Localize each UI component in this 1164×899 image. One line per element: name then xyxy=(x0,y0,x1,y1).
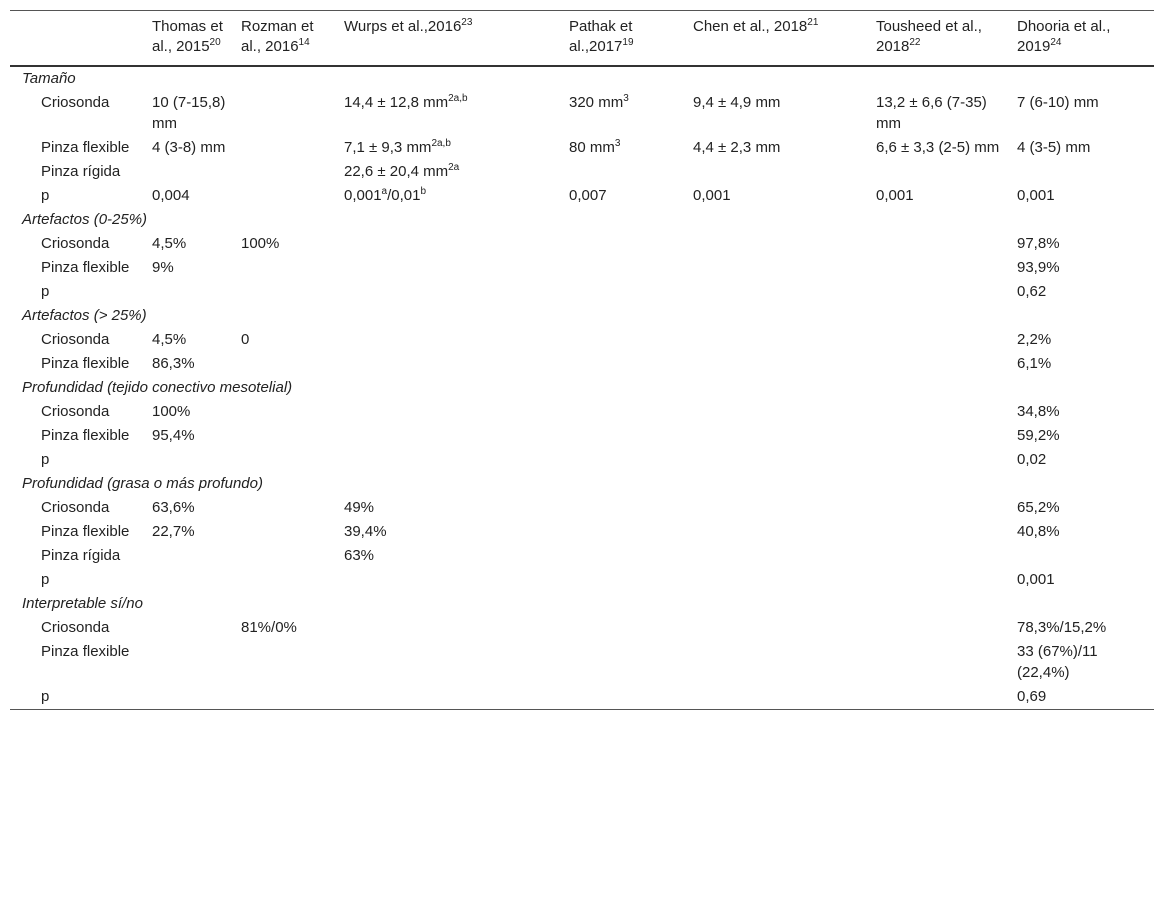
table-row xyxy=(10,496,1154,520)
cell xyxy=(565,496,689,520)
header-tousheed: Tousheed et al., 2018$^{22}$ xyxy=(876,18,982,55)
group-row-artefactos-0-25 xyxy=(10,208,1154,232)
row-label: p xyxy=(41,187,50,204)
cell: 93,9% xyxy=(1017,259,1060,276)
cell xyxy=(237,544,340,568)
cell xyxy=(565,544,689,568)
cell xyxy=(237,496,340,520)
group-title: Profundidad (grasa o más profundo) xyxy=(22,475,263,492)
cell xyxy=(689,232,872,256)
group-title: Artefactos (> 25%) xyxy=(22,307,147,324)
cell xyxy=(872,544,1013,568)
cell: 86,3% xyxy=(152,355,195,372)
cell: 0,001 xyxy=(1017,571,1055,588)
cell: 10 (7-15,8) mm xyxy=(152,94,226,132)
cell: 6,6 ± 3,3 (2-5) mm xyxy=(876,139,1000,156)
cell: 6,1% xyxy=(1017,355,1052,372)
cell xyxy=(689,568,872,592)
cell xyxy=(237,400,340,424)
cell xyxy=(565,520,689,544)
table-row xyxy=(10,424,1154,448)
cell xyxy=(689,685,872,710)
cell xyxy=(237,520,340,544)
table-row xyxy=(10,256,1154,280)
cell xyxy=(148,544,237,568)
cell xyxy=(689,424,872,448)
table-row xyxy=(10,91,1154,136)
cell xyxy=(872,448,1013,472)
cell xyxy=(872,160,1013,184)
cell xyxy=(340,448,565,472)
cell xyxy=(872,685,1013,710)
row-label: Pinza flexible xyxy=(41,427,130,444)
cell xyxy=(565,685,689,710)
cell: 0,62 xyxy=(1017,283,1047,300)
cell: 13,2 ± 6,6 (7-35) mm xyxy=(876,94,987,132)
cell xyxy=(340,616,565,640)
cell xyxy=(565,160,689,184)
row-label: Criosonda xyxy=(41,331,110,348)
table-row xyxy=(10,232,1154,256)
cell xyxy=(872,496,1013,520)
cell xyxy=(872,640,1013,685)
row-label: Criosonda xyxy=(41,499,110,516)
cell xyxy=(340,640,565,685)
row-label: Pinza rígida xyxy=(41,163,121,180)
header-thomas: Thomas et al., 2015$^{20}$ xyxy=(152,18,223,55)
group-title: Tamaño xyxy=(22,70,76,87)
table-header xyxy=(10,11,1154,67)
cell: 40,8% xyxy=(1017,523,1060,540)
cell xyxy=(148,448,237,472)
cell xyxy=(148,160,237,184)
header-row xyxy=(10,11,1154,67)
row-label: p xyxy=(41,571,50,588)
cell xyxy=(689,616,872,640)
cell xyxy=(565,616,689,640)
table-row xyxy=(10,352,1154,376)
cell: 81%/0% xyxy=(241,619,297,636)
table-row xyxy=(10,544,1154,568)
cell xyxy=(565,568,689,592)
cell xyxy=(340,424,565,448)
cell xyxy=(565,280,689,304)
table-row xyxy=(10,280,1154,304)
cell: 0,001 xyxy=(876,187,914,204)
group-row-tamano xyxy=(10,66,1154,91)
cell xyxy=(237,685,340,710)
cell xyxy=(237,256,340,280)
cell: 39,4% xyxy=(344,523,387,540)
cell xyxy=(237,568,340,592)
cell: 0,001 xyxy=(1017,187,1055,204)
cell xyxy=(689,352,872,376)
row-label: Pinza flexible xyxy=(41,259,130,276)
cell: 22,6 ± 20,4 $mm^{2a}$ xyxy=(344,162,460,180)
cell xyxy=(1013,544,1154,568)
cell xyxy=(340,400,565,424)
cell xyxy=(689,280,872,304)
table-row xyxy=(10,400,1154,424)
group-row-profundidad-tejido xyxy=(10,376,1154,400)
cell xyxy=(872,424,1013,448)
cell xyxy=(237,640,340,685)
row-label: Pinza flexible xyxy=(41,643,130,660)
table-row xyxy=(10,160,1154,184)
table-row xyxy=(10,685,1154,710)
row-label: Criosonda xyxy=(41,235,110,252)
cell xyxy=(689,400,872,424)
cell: 65,2% xyxy=(1017,499,1060,516)
cell: 9,4 ± 4,9 mm xyxy=(693,94,781,111)
comparison-table-container xyxy=(10,10,1154,710)
cell xyxy=(340,256,565,280)
cell xyxy=(565,256,689,280)
group-row-profundidad-grasa xyxy=(10,472,1154,496)
header-rozman: Rozman et al., 2016$^{14}$ xyxy=(241,18,314,55)
row-label: Pinza flexible xyxy=(41,523,130,540)
cell xyxy=(148,280,237,304)
row-label: Pinza flexible xyxy=(41,139,130,156)
cell: 49% xyxy=(344,499,375,516)
row-label: p xyxy=(41,688,50,705)
table-row xyxy=(10,136,1154,160)
cell: 33 (67%)/11 (22,4%) xyxy=(1017,643,1098,681)
group-title: Interpretable sí/no xyxy=(22,595,143,612)
cell xyxy=(689,520,872,544)
cell: 9% xyxy=(152,259,174,276)
cell xyxy=(872,232,1013,256)
cell: 0,001$^a$/0,01$^b$ xyxy=(344,186,427,204)
cell: 4,4 ± 2,3 mm xyxy=(693,139,781,156)
cell: 2,2% xyxy=(1017,331,1052,348)
cell xyxy=(237,280,340,304)
cell xyxy=(148,640,237,685)
cell xyxy=(565,400,689,424)
cell: 80 $mm^3$ xyxy=(569,138,621,156)
cell xyxy=(689,160,872,184)
cell xyxy=(237,424,340,448)
cell xyxy=(1013,160,1154,184)
cell xyxy=(148,685,237,710)
cell xyxy=(872,328,1013,352)
cell xyxy=(148,568,237,592)
cell xyxy=(872,400,1013,424)
header-wurps: Wurps et al.,2016$^{23}$ xyxy=(344,17,473,35)
row-label: p xyxy=(41,283,50,300)
cell xyxy=(340,232,565,256)
cell xyxy=(872,568,1013,592)
cell: 78,3%/15,2% xyxy=(1017,619,1107,636)
table-row xyxy=(10,568,1154,592)
cell xyxy=(872,352,1013,376)
cell xyxy=(340,685,565,710)
cell xyxy=(689,496,872,520)
cell: 4 (3-5) mm xyxy=(1017,139,1091,156)
cell xyxy=(237,352,340,376)
cell xyxy=(565,640,689,685)
cell xyxy=(689,256,872,280)
cell xyxy=(237,91,340,136)
cell xyxy=(872,280,1013,304)
cell: 0,007 xyxy=(569,187,607,204)
header-dhooria: Dhooria et al., 2019$^{24}$ xyxy=(1017,18,1111,55)
row-label: Pinza flexible xyxy=(41,355,130,372)
cell xyxy=(237,184,340,208)
cell xyxy=(565,448,689,472)
cell xyxy=(689,448,872,472)
cell: 97,8% xyxy=(1017,235,1060,252)
group-title: Artefactos (0-25%) xyxy=(22,211,148,228)
cell: 4 (3-8) mm xyxy=(152,139,226,156)
header-empty-cell xyxy=(10,11,148,67)
row-label: p xyxy=(41,451,50,468)
table-row xyxy=(10,640,1154,685)
row-label: Pinza rígida xyxy=(41,547,121,564)
cell: 320 $mm^3$ xyxy=(569,93,629,111)
cell xyxy=(565,232,689,256)
cell: 7,1 ± 9,3 $mm^{2a,b}$ xyxy=(344,138,451,156)
row-label: Criosonda xyxy=(41,619,110,636)
cell: 0,69 xyxy=(1017,688,1047,705)
cell: 59,2% xyxy=(1017,427,1060,444)
table-row xyxy=(10,520,1154,544)
group-title: Profundidad (tejido conectivo mesotelial) xyxy=(22,379,293,396)
cell: 4,5% xyxy=(152,331,187,348)
comparison-table xyxy=(10,10,1154,710)
cell: 63% xyxy=(344,547,375,564)
table-body xyxy=(10,66,1154,710)
cell xyxy=(237,136,340,160)
table-row xyxy=(10,448,1154,472)
cell: 22,7% xyxy=(152,523,195,540)
cell: 100% xyxy=(152,403,191,420)
cell: 4,5% xyxy=(152,235,187,252)
cell xyxy=(340,568,565,592)
row-label: Criosonda xyxy=(41,94,110,111)
cell: 0 xyxy=(241,331,250,348)
cell xyxy=(237,448,340,472)
cell: 0,001 xyxy=(693,187,731,204)
group-row-interpretable xyxy=(10,592,1154,616)
cell: 7 (6-10) mm xyxy=(1017,94,1099,111)
cell xyxy=(340,328,565,352)
cell xyxy=(872,616,1013,640)
cell xyxy=(148,616,237,640)
cell: 95,4% xyxy=(152,427,195,444)
table-row xyxy=(10,328,1154,352)
row-label: Criosonda xyxy=(41,403,110,420)
cell xyxy=(689,640,872,685)
cell xyxy=(689,328,872,352)
cell xyxy=(565,352,689,376)
cell xyxy=(340,280,565,304)
cell xyxy=(689,544,872,568)
cell xyxy=(565,328,689,352)
header-pathak: Pathak et al.,2017$^{19}$ xyxy=(569,18,634,55)
cell xyxy=(237,160,340,184)
cell xyxy=(565,424,689,448)
cell: 0,004 xyxy=(152,187,190,204)
table-row xyxy=(10,184,1154,208)
cell xyxy=(340,352,565,376)
cell: 34,8% xyxy=(1017,403,1060,420)
cell xyxy=(872,256,1013,280)
cell: 63,6% xyxy=(152,499,195,516)
header-chen: Chen et al., 2018$^{21}$ xyxy=(693,17,819,35)
group-row-artefactos-25 xyxy=(10,304,1154,328)
cell xyxy=(872,520,1013,544)
table-row xyxy=(10,616,1154,640)
cell: 0,02 xyxy=(1017,451,1047,468)
cell: 100% xyxy=(241,235,280,252)
cell: 14,4 ± 12,8 $mm^{2a,b}$ xyxy=(344,93,468,111)
